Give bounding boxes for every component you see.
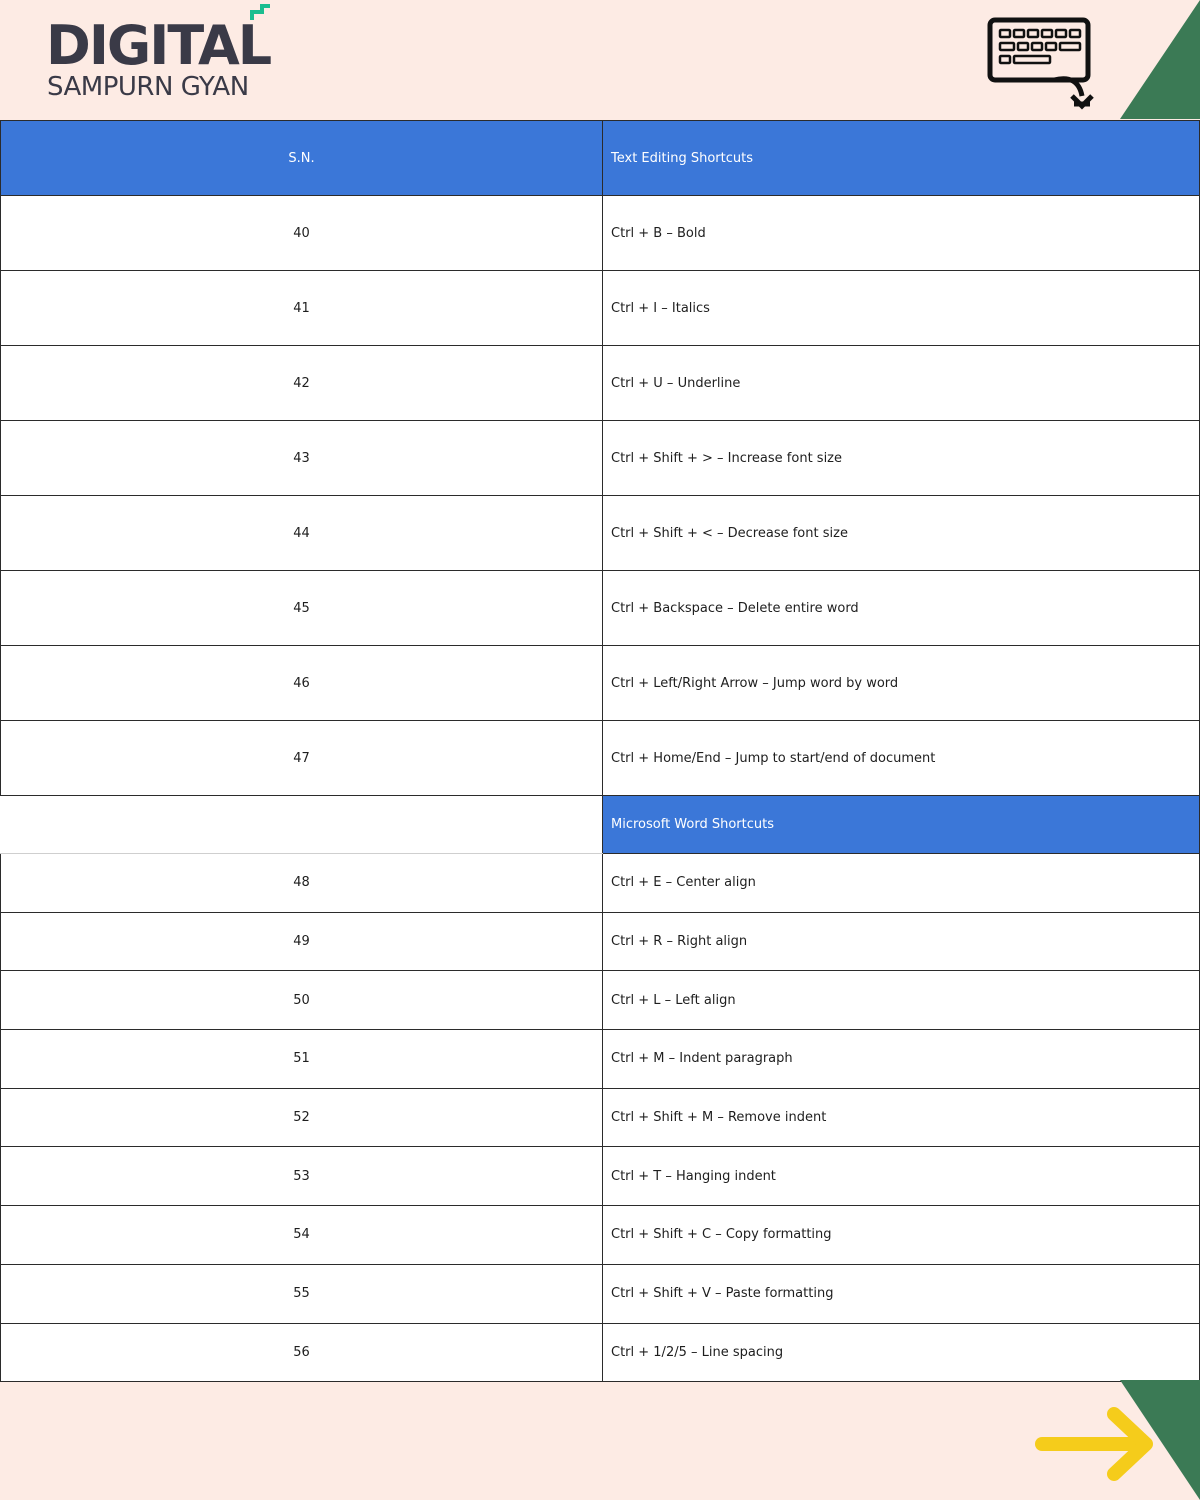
table-row (1, 1264, 1200, 1323)
row-sn: 41 (1, 271, 603, 346)
row-sn: 50 (1, 971, 603, 1030)
sn-header: S.N. (1, 121, 603, 196)
row-shortcut: Ctrl + I – Italics (603, 271, 1200, 346)
row-shortcut: Ctrl + Left/Right Arrow – Jump word by word (603, 646, 1200, 721)
corner-decoration-top (1120, 0, 1200, 119)
brand-arrows-icon (248, 2, 282, 36)
row-sn: 46 (1, 646, 603, 721)
row-shortcut: Ctrl + Home/End – Jump to start/end of document (603, 721, 1200, 796)
table-row (1, 346, 1200, 421)
table-row (1, 912, 1200, 971)
row-shortcut: Ctrl + E – Center align (603, 854, 1200, 913)
row-shortcut: Ctrl + R – Right align (603, 912, 1200, 971)
table-row (1, 721, 1200, 796)
row-shortcut: Ctrl + Shift + < – Decrease font size (603, 496, 1200, 571)
row-shortcut: Ctrl + Shift + C – Copy formatting (603, 1206, 1200, 1265)
section-title-text-editing: Text Editing Shortcuts (603, 121, 1200, 196)
row-shortcut: Ctrl + B – Bold (603, 196, 1200, 271)
row-sn: 49 (1, 912, 603, 971)
table-row (1, 271, 1200, 346)
row-shortcut: Ctrl + Shift + > – Increase font size (603, 421, 1200, 496)
row-shortcut: Ctrl + Shift + V – Paste formatting (603, 1264, 1200, 1323)
table-row (1, 971, 1200, 1030)
table-row (1, 571, 1200, 646)
row-sn: 47 (1, 721, 603, 796)
table-row (1, 1206, 1200, 1265)
table-header-row (1, 121, 1200, 196)
table-row (1, 1030, 1200, 1089)
row-sn: 42 (1, 346, 603, 421)
row-sn: 43 (1, 421, 603, 496)
row-shortcut: Ctrl + U – Underline (603, 346, 1200, 421)
row-sn: 45 (1, 571, 603, 646)
row-sn: 51 (1, 1030, 603, 1089)
row-shortcut: Ctrl + L – Left align (603, 971, 1200, 1030)
next-arrow-icon[interactable] (1032, 1404, 1158, 1484)
brand-tagline: SAMPURN GYAN (47, 72, 249, 102)
table-row (1, 1088, 1200, 1147)
row-sn: 56 (1, 1323, 603, 1382)
row-sn: 54 (1, 1206, 603, 1265)
table-row (1, 1147, 1200, 1206)
empty-sn-cell (1, 796, 603, 854)
row-sn: 55 (1, 1264, 603, 1323)
row-sn: 48 (1, 854, 603, 913)
table-row (1, 496, 1200, 571)
row-shortcut: Ctrl + Backspace – Delete entire word (603, 571, 1200, 646)
table-row (1, 196, 1200, 271)
table-row (1, 421, 1200, 496)
table-row (1, 1323, 1200, 1382)
shortcuts-table (0, 120, 1200, 1382)
row-sn: 53 (1, 1147, 603, 1206)
table-row (1, 646, 1200, 721)
brand-name: DIGITAL (46, 14, 271, 77)
row-shortcut: Ctrl + M – Indent paragraph (603, 1030, 1200, 1089)
section-title-ms-word: Microsoft Word Shortcuts (603, 796, 1200, 854)
row-shortcut: Ctrl + T – Hanging indent (603, 1147, 1200, 1206)
section-header-row (1, 796, 1200, 854)
row-shortcut: Ctrl + Shift + M – Remove indent (603, 1088, 1200, 1147)
brand-logo (46, 6, 286, 106)
table-row (1, 854, 1200, 913)
keyboard-icon (986, 16, 1098, 110)
row-sn: 44 (1, 496, 603, 571)
row-sn: 40 (1, 196, 603, 271)
row-sn: 52 (1, 1088, 603, 1147)
row-shortcut: Ctrl + 1/2/5 – Line spacing (603, 1323, 1200, 1382)
